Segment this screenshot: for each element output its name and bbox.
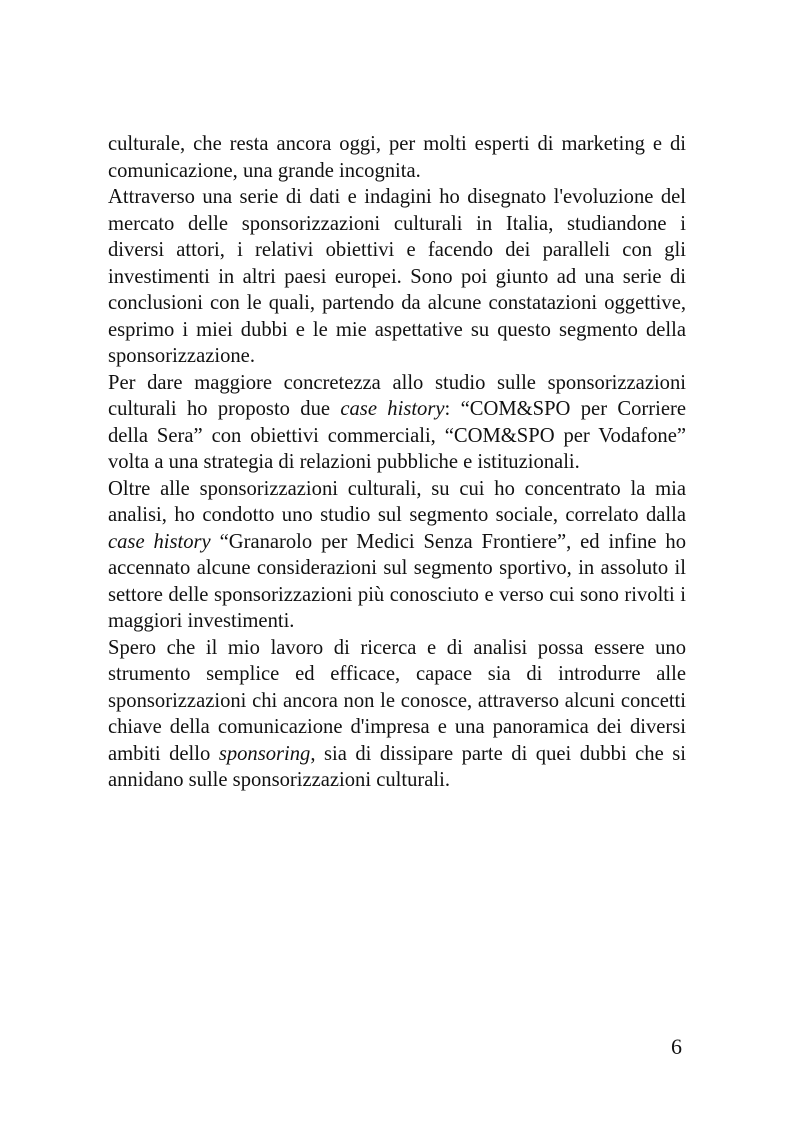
paragraph-text: , sia di dissipare parte di quei dubbi che si annidano sulle sponsorizzazioni culturali. <box>108 742 686 791</box>
paragraph-text: culturale, che resta ancora oggi, per molti esperti di marketing e di comunicazione, una grande incognita. <box>108 133 686 182</box>
paragraph-text: Attraverso una serie di dati e indagini ho disegnato l'evoluzione del mercato delle sponsorizzazioni culturali in Italia, studiandone i diversi attori, i relativi obiettivi e facendo dei paralleli con gli investimenti in altri paesi europei. Sono poi giunto ad una serie di conclusioni con le quali, partendo da alcune constatazioni oggettive, esprimo i miei dubbi e le mie aspettative su questo segmento della sponsorizzazione. <box>108 186 686 367</box>
paragraph-5 <box>108 635 686 794</box>
paragraph-1 <box>108 131 686 184</box>
paragraph-3 <box>108 370 686 476</box>
paragraph-text: : “COM&SPO per Corriere della Sera” con obiettivi commerciali, “COM&SPO per Vodafone” volta a una strategia di relazioni pubbliche e istituzionali. <box>108 398 687 473</box>
paragraph-text: “Granarolo per Medici Senza Frontiere”, ed infine ho accennato alcune considerazioni sul segmento sportivo, in assoluto il settore delle sponsorizzazioni più conosciuto e verso cui sono rivolti i maggiori investimenti. <box>108 530 686 632</box>
italic-term: case history <box>108 530 211 553</box>
document-body <box>108 131 686 794</box>
paragraph-text: Per dare maggiore concretezza allo studio sulle sponsorizzazioni culturali ho proposto due <box>108 371 686 420</box>
paragraph-text: Oltre alle sponsorizzazioni culturali, su cui ho concentrato la mia analisi, ho condotto uno studio sul segmento sociale, correlato dalla <box>108 477 686 526</box>
paragraph-text: Spero che il mio lavoro di ricerca e di analisi possa essere uno strumento semplice ed efficace, capace sia di introdurre alle sponsorizzazioni chi ancora non le conosce, attraverso alcuni concetti chiave della comunicazione d'impresa e una panoramica dei diversi ambiti dello <box>108 636 686 765</box>
italic-term: case history <box>340 398 445 420</box>
page-number: 6 <box>671 1034 682 1059</box>
paragraph-2 <box>108 184 686 370</box>
paragraph-4 <box>108 476 686 635</box>
italic-term: sponsoring <box>218 742 311 765</box>
